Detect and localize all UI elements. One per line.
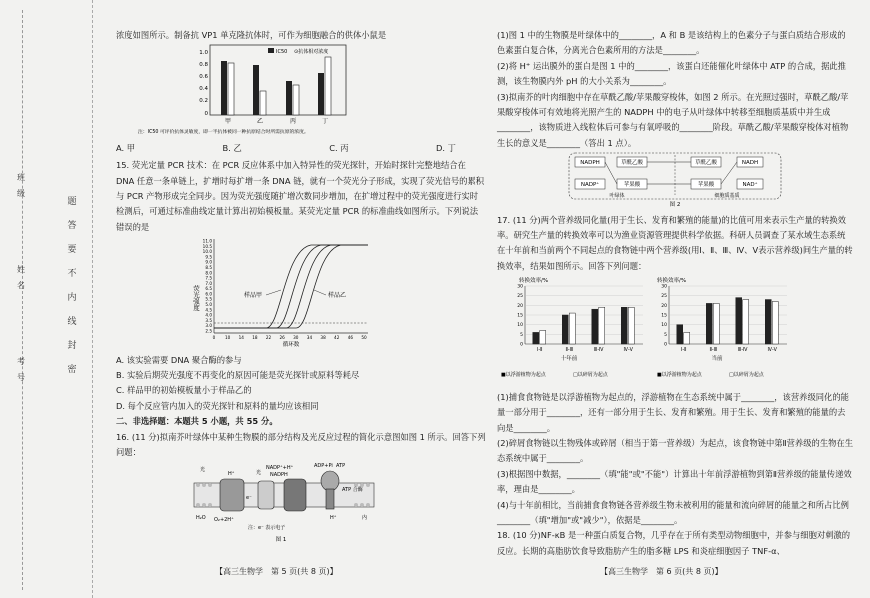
q15-chart: [116, 235, 486, 347]
y-tick: 10: [661, 323, 667, 329]
fig2-node: 苹果酸: [697, 182, 715, 189]
fig1-label: 光: [200, 466, 206, 473]
y-tick: 5: [664, 333, 667, 339]
label-sample-b: 样品乙: [328, 292, 347, 300]
y-tick: 10.0: [202, 249, 212, 255]
binding-margin: [0, 0, 93, 598]
y-tick: 5.0: [205, 302, 212, 308]
y-tick: 8.0: [205, 270, 212, 276]
q16-figure: [116, 461, 486, 547]
x-tick: 46: [347, 335, 354, 341]
bar: [569, 313, 575, 344]
q14-legend-ic50: IC50: [276, 49, 288, 56]
x-tick: Ⅳ-Ⅴ: [623, 348, 633, 354]
bar: [562, 315, 568, 344]
x-tick: Ⅳ-Ⅴ: [767, 348, 777, 354]
x-tick: 丁: [321, 118, 329, 126]
q16-sub1: (1)图 1 中的生物膜是叶绿体中的________，A 和 B 是该结构上的色素分子与蛋白质结合形成的色素蛋白复合体，分离光合色素所用的方法是________。: [497, 30, 846, 56]
bar-yi-ab: [260, 91, 266, 115]
x-tick: 10: [224, 335, 231, 341]
bar: [713, 304, 719, 345]
y-tick: 2.5: [205, 328, 212, 334]
x-tick: Ⅲ-Ⅳ: [738, 348, 748, 354]
q17-sub1: (1)捕食食物链是以浮游植物为起点的，浮游植物在生态系统中属于________，该营养级同化的能量一部分用于________，还有一部分用于生长、发育和繁殖。用于生长、发育和繁殖的能量的去向是________。: [497, 391, 849, 433]
q15-option-b: B. 实验后期荧光强度不再变化的原因可能是荧光探针或原料等耗尽: [116, 370, 360, 381]
fig1-label: ADP+Pi: [314, 462, 333, 469]
x-tick: 甲: [224, 118, 232, 126]
q17-legend: ■以浮游植物为起点: [501, 372, 546, 379]
q17-sub3: (3)根据图中数据，________（填"能"或"不能"）计算出十年前浮游植物到第Ⅱ营养级的能量传递效率，理由是________。: [497, 468, 852, 495]
q17-ylabel-1: 转换效率/%: [519, 278, 549, 285]
fig2-label-cytoplasm: 细胞质基质: [714, 193, 740, 200]
q16-stem: 16. (11 分)拟南芥叶绿体中某种生物膜的部分结构及光反应过程的简化示意图如图 1 所示。回答下列问题：: [116, 431, 486, 458]
bar-jia-ic50: [221, 61, 227, 115]
y-tick: 0.8: [199, 62, 208, 69]
left-column: [116, 28, 486, 552]
fig1-label: NADPH: [270, 471, 288, 478]
x-tick: 22: [265, 335, 272, 341]
q17-stem: 17. (11 分)两个营养级同化量(用于生长、发育和繁殖的能量)的比值可用来表示生产量的转换效率。研究生产量的转换效率可以为渔业资源管理提供科学依据。科研人员调查了某水域生态系统在十年前和当前两个不同起点的食物链中两个营养级(用Ⅰ、Ⅱ、Ⅲ、Ⅳ、Ⅴ表示营养级)间生产量的转换效率，结果如图所示。回答下列问题：: [497, 214, 853, 271]
x-tick: Ⅱ-Ⅲ: [709, 348, 717, 354]
seal-char: 封: [67, 341, 77, 351]
y-tick: 0.4: [199, 86, 208, 93]
q17-legend: □以碎屑为起点: [573, 372, 608, 379]
y-tick: 9.0: [205, 259, 212, 265]
y-tick: 3.0: [205, 323, 212, 329]
x-tick: Ⅰ-Ⅱ: [536, 348, 543, 354]
fig2-node: 草酰乙酸: [694, 160, 718, 167]
fig1-label: 注：e⁻ 表示电子: [248, 524, 286, 531]
fig2-label-chloroplast: 叶绿体: [609, 193, 625, 200]
section-heading: 二、非选择题：本题共 5 小题，共 55 分。: [116, 416, 278, 427]
y-tick: 25: [517, 294, 523, 300]
q17-panel-title-1: 十年前: [560, 356, 578, 363]
q15-xticks: [213, 335, 367, 340]
y-tick: 3.5: [205, 318, 212, 324]
fig1-label: H₂O: [196, 514, 206, 521]
y-tick: 0: [520, 342, 523, 348]
bar: [765, 300, 771, 344]
q17-panel-title-2: 当前: [711, 356, 723, 363]
footer-right: 【高三生物学 第 6 页(共 8 页)】: [600, 567, 723, 576]
right-column: [497, 28, 853, 559]
q17-sub4: (4)与十年前相比，当前捕食食物链各营养级生物未被利用的能量和流向碎屑的能量之和所占比例________（填"增加"或"减少"），依据是________。: [497, 499, 849, 525]
footer-left: 【高三生物学 第 5 页(共 8 页)】: [215, 567, 338, 576]
bar: [677, 325, 683, 344]
bar-bing-ic50: [286, 81, 292, 115]
y-tick: 11.0: [202, 238, 212, 244]
y-tick: 8.5: [205, 265, 212, 271]
y-tick: 1.0: [199, 50, 208, 57]
y-tick: 0.2: [199, 98, 208, 105]
fig1-label: 光: [256, 469, 262, 476]
seal-char: 内: [67, 293, 77, 303]
y-tick: 0.6: [199, 74, 208, 81]
fig1-label: e⁻: [246, 494, 252, 501]
q14-xlabels: [225, 117, 328, 125]
option-d: D. 丁: [436, 142, 456, 153]
bar: [743, 300, 749, 344]
label-sample-a: 样品甲: [244, 292, 263, 300]
q16-sub2: (2)将 H⁺ 运出膜外的蛋白是图 1 中的________，该蛋白还能催化叶绿体中 ATP 的合成，据此推测，该生物膜内外 pH 的大小关系为________。: [497, 60, 846, 87]
x-tick: 34: [306, 335, 313, 341]
fig1-label: ATP 合酶: [342, 486, 363, 493]
q15-yticks: [203, 239, 213, 334]
q14-yticks: [199, 50, 208, 117]
seal-char: 不: [67, 269, 77, 279]
x-tick: 丙: [289, 118, 297, 126]
y-tick: 25: [661, 294, 667, 300]
y-tick: 20: [517, 304, 523, 310]
y-tick: 6.5: [205, 286, 212, 292]
q14-options: [116, 141, 456, 156]
fig2-node: 苹果酸: [623, 182, 641, 189]
student-info: [14, 170, 28, 386]
y-tick: 5: [520, 333, 523, 339]
x-tick: 50: [361, 335, 367, 341]
fig1-label: NADP⁺+H⁺: [266, 464, 294, 471]
q15-option-a: A. 该实验需要 DNA 聚合酶的参与: [116, 354, 242, 365]
seal-warning: [66, 190, 78, 382]
y-tick: 20: [661, 304, 667, 310]
fig2-node: NAD⁺: [742, 182, 758, 189]
q17-sub2: (2)碎屑食物链以生物残体或碎屑（相当于第一营养级）为起点，该食物链中第Ⅱ营养级的生物在生态系统中属于________。: [497, 437, 854, 464]
atp-synthase: [321, 471, 339, 491]
bar: [684, 333, 690, 345]
fig1-label: H⁺: [330, 514, 337, 521]
q15-option-d: D. 每个反应管内加入的荧光探针和原料的量均应该相同: [116, 400, 319, 411]
seal-char: 要: [67, 245, 77, 255]
fig1-label: H⁺: [228, 470, 235, 477]
bar: [772, 302, 778, 345]
fig2: [497, 151, 853, 207]
x-tick: 乙: [256, 118, 264, 126]
option-b: B. 乙: [222, 142, 242, 153]
y-tick: 10.5: [202, 244, 212, 250]
fig2-node: NADP⁺: [580, 182, 600, 189]
y-tick: 4.0: [205, 312, 212, 318]
fig1-caption: 图 1: [275, 536, 287, 543]
student-field: 考号: [17, 357, 25, 382]
bar: [706, 304, 712, 345]
q17-chart: [497, 274, 853, 384]
q14-chart: [116, 43, 486, 135]
complex-b: [284, 479, 306, 511]
fig1-label: 内: [362, 514, 368, 521]
x-tick: 30: [293, 335, 299, 341]
fig2-node: NADH: [741, 160, 759, 167]
seal-char: 题: [67, 197, 77, 207]
x-tick: Ⅰ-Ⅱ: [680, 348, 687, 354]
option-a: A. 甲: [116, 142, 136, 153]
q14-tail: 浓度如图所示。制备抗 VP1 单克隆抗体时，可作为细胞融合的供体小鼠是: [116, 30, 387, 40]
y-tick: 0: [664, 342, 667, 348]
q17-legend: □以碎屑为起点: [729, 372, 764, 379]
bar-ding-ic50: [318, 73, 324, 115]
q14-legend: [268, 48, 328, 55]
y-tick: 9.5: [205, 254, 212, 260]
q15-stem: 15. 荧光定量 PCR 技术：在 PCR 反应体系中加入特异性的荧光探针，开始时探针完整地结合在 DNA 任意一条单链上，扩增时每扩增一条 DNA 链，就有一个荧光分子形成，实现了荧光信号的累积与 PCR 产物形成完全同步。因为荧光强度随扩增次数同步增加，在扩增过程中的荧光强度进行实时检测后，可通过标准曲线定量计算出初始模板量。某荧光定量 PCR 的标准曲线如图所示。下列说法错误的是: [116, 160, 485, 232]
y-tick: 7.0: [205, 281, 212, 287]
bar-bing-ab: [293, 85, 299, 115]
q15-option-c: C. 样品甲的初始模板量小于样品乙的: [116, 385, 252, 396]
bar-ding-ab: [325, 57, 331, 115]
x-tick: Ⅲ-Ⅳ: [594, 348, 604, 354]
bar-jia-ab: [228, 63, 234, 115]
y-tick: 10: [517, 323, 523, 329]
bar: [599, 308, 605, 345]
bar: [736, 298, 742, 344]
bar: [621, 308, 627, 345]
fig2-caption: 图 2: [669, 202, 681, 208]
y-tick: 7.5: [205, 275, 212, 281]
q15-ylabel: 荧光强度: [192, 285, 200, 312]
fig2-node: 草酰乙酸: [620, 160, 644, 167]
y-tick: 15: [517, 313, 523, 319]
complex-a: [220, 479, 244, 511]
x-tick: Ⅱ-Ⅲ: [565, 348, 573, 354]
student-field: 班级: [17, 173, 25, 198]
q14-note: 注：IC50 可评价抗体灵敏度，即一半抗体被同一种抗原结合时所需抗原的浓度。: [138, 130, 309, 136]
y-tick: 0: [204, 111, 208, 118]
bar-yi-ic50: [253, 65, 259, 115]
seal-char: 答: [67, 221, 77, 231]
q15-curves: [214, 245, 368, 328]
y-tick: 30: [661, 284, 667, 290]
bar: [628, 308, 634, 345]
option-c: C. 丙: [329, 142, 349, 153]
q17-legend: ■以浮游植物为起点: [657, 372, 702, 379]
fig2-node: NADPH: [580, 160, 600, 167]
bar: [540, 331, 546, 345]
y-tick: 15: [661, 313, 667, 319]
fig1-label: O₂+2H⁺: [214, 516, 234, 523]
x-tick: 42: [334, 335, 340, 341]
complex-mid: [258, 481, 274, 509]
q17-ylabel-2: 转换效率/%: [657, 278, 687, 285]
x-tick: 14: [238, 335, 244, 341]
q16-sub3: (3)拟南芥的叶肉细胞中存在草酰乙酸/苹果酸穿梭体，如图 2 所示。在光照过强时，草酰乙酸/苹果酸穿梭体可有效地将光照产生的 NADPH 中的电子从叶绿体中转移至细胞质基质中并生成________，该物质进入线粒体后可参与有氧呼吸的________阶段。草酰乙酸/苹果酸穿梭体对植物生长的意义是________（答出 1 点）。: [497, 91, 849, 148]
q18-stem: 18. (10 分)NF-κB 是一种蛋白质复合物，几乎存在于所有类型动物细胞中，并参与细胞对刺激的反应。长期的高脂肪饮食导致脂肪产生的脂多糖 LPS 和炎症细胞因子 TNF-α、: [497, 530, 851, 556]
q14-bars: [221, 57, 331, 115]
x-tick: 0: [212, 335, 216, 341]
bar: [592, 309, 598, 344]
fig1-label: ATP: [336, 462, 346, 469]
seal-char: 线: [67, 317, 77, 327]
q14-legend-antibody: ⊙抗体相对浓度: [294, 49, 329, 56]
x-tick: 26: [279, 335, 285, 341]
x-tick: 18: [252, 335, 258, 341]
y-tick: 6.0: [205, 291, 212, 297]
y-tick: 4.5: [205, 307, 212, 313]
x-tick: 38: [320, 335, 326, 341]
student-field: 姓名: [17, 265, 25, 290]
y-tick: 5.5: [205, 296, 212, 302]
y-tick: 30: [517, 284, 523, 290]
q15-xlabel: 循环数: [282, 342, 300, 348]
seal-char: 密: [67, 365, 77, 375]
bar: [533, 333, 539, 345]
